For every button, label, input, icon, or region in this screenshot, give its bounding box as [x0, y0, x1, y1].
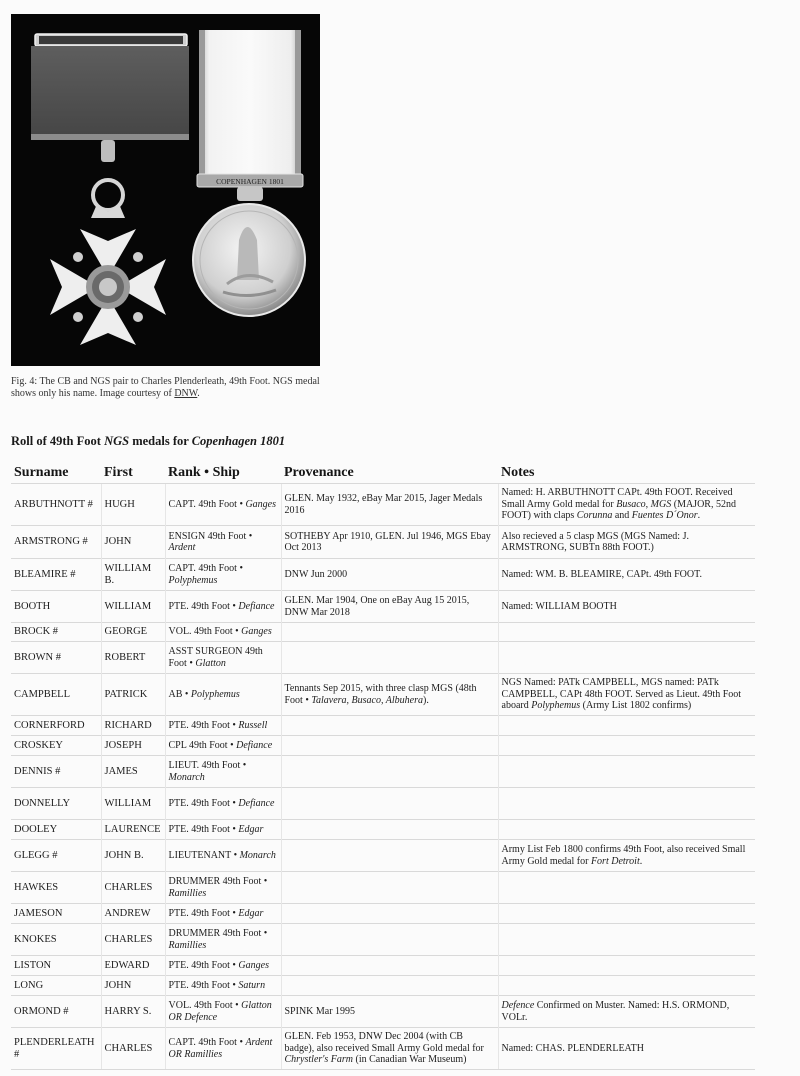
surname-text: HAWKES — [14, 881, 59, 893]
first-name-text: JAMES — [104, 765, 138, 777]
ship-name: Ramillies — [168, 939, 207, 951]
notes-text: MGS — [650, 498, 672, 510]
surname-text: BOOTH — [14, 600, 51, 612]
notes-cell — [498, 674, 755, 716]
rank-ship-cell — [165, 872, 281, 904]
provenance-cell — [281, 591, 498, 623]
rank-text: VOL. 49th Foot • — [168, 626, 242, 638]
provenance-cell — [281, 1028, 498, 1070]
first-name-cell — [101, 756, 165, 788]
rank-ship-cell — [165, 591, 281, 623]
table-row — [11, 1028, 755, 1070]
surname-text: CROSKEY — [14, 739, 64, 751]
surname-text: ARMSTRONG # — [14, 536, 88, 548]
notes-cell — [498, 736, 755, 756]
notes-cell — [498, 623, 755, 642]
notes-cell — [498, 996, 755, 1028]
notes-cell — [498, 956, 755, 976]
table-row — [11, 484, 755, 526]
notes-text: Also recieved a 5 clasp MGS (MGS Named: J. ARMSTRONG, SUBTn 88th FOOT.) — [501, 530, 689, 553]
table-row — [11, 756, 755, 788]
rank-text: AB • — [168, 688, 191, 700]
surname-cell — [11, 756, 101, 788]
provenance-cell — [281, 623, 498, 642]
surname-text: BROCK # — [14, 626, 59, 638]
table-row — [11, 623, 755, 642]
ship-name: Saturn — [238, 979, 266, 991]
medal-photo — [11, 14, 320, 366]
ship-name: Monarch — [168, 771, 205, 783]
provenance-cell — [281, 996, 498, 1028]
notes-cell — [498, 820, 755, 840]
first-name-cell — [101, 736, 165, 756]
notes-text: (Army List 1802 confirms) — [580, 700, 692, 712]
first-name-text: JOHN — [104, 536, 132, 548]
notes-cell — [498, 559, 755, 591]
header-first: First — [104, 465, 133, 480]
provenance-cell — [281, 976, 498, 996]
surname-text: ARBUTHNOTT # — [14, 498, 93, 510]
first-name-text: HARRY S. — [104, 1005, 152, 1017]
rank-ship-cell — [165, 1028, 281, 1070]
surname-text: BLEAMIRE # — [14, 568, 76, 580]
ship-name: Glatton — [195, 657, 226, 669]
first-name-text: PATRICK — [104, 688, 148, 700]
notes-cell — [498, 976, 755, 996]
surname-text: DOOLEY — [14, 823, 58, 835]
first-name-text: WILLIAM — [104, 600, 152, 612]
rank-ship-cell — [165, 736, 281, 756]
notes-cell — [498, 591, 755, 623]
first-name-text: CHARLES — [104, 1042, 153, 1054]
provenance-cell — [281, 904, 498, 924]
notes-text: , — [645, 498, 651, 510]
rank-text: CAPT. 49th Foot • — [168, 1037, 246, 1048]
first-name-cell — [101, 788, 165, 820]
table-row — [11, 956, 755, 976]
notes-text: . — [697, 510, 701, 522]
notes-text: Busaco — [616, 498, 646, 510]
notes-cell — [498, 840, 755, 872]
first-name-text: JOHN — [104, 979, 132, 991]
surname-cell — [11, 559, 101, 591]
table-row — [11, 716, 755, 736]
notes-text: (MAJOR, 52nd FOOT) with claps — [501, 498, 736, 522]
first-name-cell — [101, 484, 165, 526]
table-row — [11, 591, 755, 623]
table-row — [11, 820, 755, 840]
first-name-text: WILLIAM B. — [104, 563, 152, 586]
provenance-cell — [281, 736, 498, 756]
surname-cell — [11, 820, 101, 840]
rank-text: DRUMMER 49th Foot • — [168, 928, 268, 939]
notes-text: and — [612, 510, 632, 522]
surname-cell — [11, 872, 101, 904]
notes-cell — [498, 904, 755, 924]
medal-pair-image — [11, 14, 320, 366]
ship-name: Defiance — [236, 739, 273, 751]
notes-text: NGS Named: PATk CAMPBELL, MGS named: PATk CAMPBELL, CAPt 48th FOOT. Served as Lieut. 49th Foot aboard — [501, 677, 742, 712]
first-name-cell — [101, 820, 165, 840]
rank-text: PTE. 49th Foot • — [168, 600, 239, 612]
rank-ship-cell — [165, 996, 281, 1028]
rank-ship-cell — [165, 788, 281, 820]
ship-name: Edgar — [238, 823, 264, 835]
table-row — [11, 559, 755, 591]
header-notes: Notes — [501, 465, 535, 480]
provenance-cell — [281, 924, 498, 956]
first-name-cell — [101, 674, 165, 716]
surname-text: DENNIS # — [14, 765, 61, 777]
rank-ship-cell — [165, 623, 281, 642]
table-row — [11, 674, 755, 716]
surname-text: LISTON — [14, 959, 52, 971]
rank-text: PTE. 49th Foot • — [168, 959, 239, 971]
rank-ship-cell — [165, 642, 281, 674]
surname-cell — [11, 484, 101, 526]
notes-cell — [498, 716, 755, 736]
rank-ship-cell — [165, 820, 281, 840]
first-name-cell — [101, 642, 165, 674]
provenance-cell — [281, 756, 498, 788]
surname-cell — [11, 623, 101, 642]
surname-cell — [11, 526, 101, 559]
provenance-text: Tennants Sep 2015, with three clasp MGS (48th Foot • — [284, 683, 477, 706]
provenance-text: GLEN. May 1932, eBay Mar 2015, Jager Medals 2016 — [284, 493, 483, 516]
first-name-cell — [101, 872, 165, 904]
provenance-text: Chrystler's Farm — [284, 1054, 354, 1066]
table-row — [11, 976, 755, 996]
provenance-cell — [281, 559, 498, 591]
first-name-text: CHARLES — [104, 881, 153, 893]
first-name-cell — [101, 716, 165, 736]
notes-cell — [498, 526, 755, 559]
medal-roll-table — [11, 459, 755, 1070]
rank-text: ENSIGN 49th Foot • — [168, 530, 253, 542]
first-name-text: CHARLES — [104, 933, 153, 945]
provenance-cell — [281, 526, 498, 559]
ship-name: Ramillies — [168, 887, 207, 899]
first-name-text: ANDREW — [104, 907, 151, 919]
rank-ship-cell — [165, 484, 281, 526]
ship-name: Glatton OR Defence — [168, 1000, 272, 1023]
provenance-cell — [281, 840, 498, 872]
ship-name: Polyphemus — [168, 574, 218, 586]
surname-cell — [11, 996, 101, 1028]
first-name-text: EDWARD — [104, 959, 150, 971]
notes-text: Named: H. ARBUTHNOTT CAPt. 49th FOOT. Received Small Army Gold medal for — [501, 487, 733, 510]
surname-cell — [11, 1028, 101, 1070]
provenance-text: SPINK Mar 1995 — [284, 1005, 356, 1017]
surname-cell — [11, 976, 101, 996]
surname-text: JAMESON — [14, 907, 63, 919]
rank-ship-cell — [165, 840, 281, 872]
ship-name: Russell — [238, 719, 268, 731]
provenance-text: GLEN. Feb 1953, DNW Dec 2004 (with CB badge), also received Small Army Gold medal for — [284, 1031, 484, 1054]
surname-cell — [11, 956, 101, 976]
surname-cell — [11, 591, 101, 623]
table-row — [11, 840, 755, 872]
first-name-cell — [101, 904, 165, 924]
provenance-text: (in Canadian War Museum) — [353, 1054, 467, 1066]
provenance-text: SOTHEBY Apr 1910, GLEN. Jul 1946, MGS Ebay Oct 2013 — [284, 530, 491, 553]
surname-cell — [11, 674, 101, 716]
first-name-cell — [101, 591, 165, 623]
first-name-cell — [101, 840, 165, 872]
rank-text: DRUMMER 49th Foot • — [168, 876, 268, 887]
first-name-text: LAURENCE — [104, 823, 161, 835]
ship-name: Ardent — [168, 542, 196, 553]
notes-cell — [498, 756, 755, 788]
surname-text: BROWN # — [14, 651, 61, 663]
ship-name: Ganges — [241, 626, 272, 638]
rank-ship-cell — [165, 674, 281, 716]
first-name-cell — [101, 623, 165, 642]
surname-text: DONNELLY — [14, 797, 71, 809]
roll-title: Roll of 49th Foot NGS medals for Copenhagen 1801 — [11, 434, 286, 448]
provenance-cell — [281, 642, 498, 674]
rank-text: PTE. 49th Foot • — [168, 823, 239, 835]
rank-text: PTE. 49th Foot • — [168, 907, 239, 919]
notes-text: Named: WM. B. BLEAMIRE, CAPt. 49th FOOT. — [501, 568, 702, 580]
notes-cell — [498, 1028, 755, 1070]
header-surname: Surname — [14, 465, 69, 480]
surname-cell — [11, 924, 101, 956]
first-name-text: JOHN B. — [104, 849, 144, 861]
provenance-cell — [281, 872, 498, 904]
rank-ship-cell — [165, 526, 281, 559]
first-name-cell — [101, 956, 165, 976]
first-name-text: RICHARD — [104, 719, 152, 731]
rank-ship-cell — [165, 976, 281, 996]
provenance-cell — [281, 788, 498, 820]
surname-text: KNOKES — [14, 933, 57, 945]
surname-text: LONG — [14, 979, 44, 991]
figure-caption: Fig. 4: The CB and NGS pair to Charles Plenderleath, 49th Foot. NGS medal shows only his name. Image courtesy of DNW. — [11, 376, 320, 399]
notes-text: Army List Feb 1800 confirms 49th Foot, also received Small Army Gold medal for — [501, 844, 746, 867]
surname-text: CAMPBELL — [14, 688, 71, 700]
table-row — [11, 526, 755, 559]
rank-text: PTE. 49th Foot • — [168, 719, 239, 731]
table-row — [11, 642, 755, 674]
rank-text: VOL. 49th Foot • — [168, 1000, 242, 1011]
provenance-text: ). — [423, 694, 429, 706]
table-row — [11, 736, 755, 756]
first-name-text: JOSEPH — [104, 739, 142, 751]
surname-text: CORNERFORD — [14, 719, 85, 731]
surname-cell — [11, 788, 101, 820]
provenance-cell — [281, 674, 498, 716]
notes-text: Corunna — [576, 510, 613, 522]
notes-cell — [498, 642, 755, 674]
table-header-row — [11, 459, 755, 484]
notes-text: Defence — [501, 1000, 535, 1011]
header-provenance: Provenance — [284, 465, 354, 480]
first-name-text: HUGH — [104, 498, 135, 510]
first-name-text: ROBERT — [104, 651, 146, 663]
rank-ship-cell — [165, 716, 281, 736]
surname-cell — [11, 904, 101, 924]
surname-text: PLENDERLEATH # — [14, 1037, 95, 1060]
surname-cell — [11, 736, 101, 756]
first-name-cell — [101, 559, 165, 591]
provenance-text: Talavera, Busaco, Albuhera — [311, 694, 424, 706]
surname-text: GLEGG # — [14, 849, 58, 861]
ship-name: Edgar — [238, 907, 264, 919]
notes-text: . — [639, 855, 643, 867]
provenance-cell — [281, 820, 498, 840]
first-name-cell — [101, 924, 165, 956]
provenance-cell — [281, 716, 498, 736]
ship-name: Ganges — [238, 959, 269, 971]
rank-ship-cell — [165, 924, 281, 956]
ship-name: Defiance — [238, 797, 275, 809]
first-name-text: WILLIAM — [104, 797, 152, 809]
rank-text: CAPT. 49th Foot • — [168, 563, 243, 574]
notes-cell — [498, 872, 755, 904]
provenance-text: DNW Jun 2000 — [284, 568, 348, 580]
table-row — [11, 924, 755, 956]
rank-text: LIEUT. 49th Foot • — [168, 760, 247, 771]
ship-name: Defiance — [238, 600, 275, 612]
header-rank-ship: Rank • Ship — [168, 465, 240, 480]
rank-ship-cell — [165, 559, 281, 591]
table-row — [11, 904, 755, 924]
first-name-cell — [101, 976, 165, 996]
ship-name: Ardent OR Ramillies — [168, 1037, 273, 1060]
rank-text: LIEUTENANT • — [168, 849, 240, 861]
rank-text: CPL 49th Foot • — [168, 739, 237, 751]
rank-text: PTE. 49th Foot • — [168, 797, 239, 809]
first-name-cell — [101, 526, 165, 559]
first-name-text: GEORGE — [104, 626, 148, 638]
notes-text: Named: WILLIAM BOOTH — [501, 600, 617, 612]
rank-ship-cell — [165, 756, 281, 788]
notes-text: Fort Detroit — [590, 855, 640, 867]
surname-cell — [11, 840, 101, 872]
notes-text: Named: CHAS. PLENDERLEATH — [501, 1042, 644, 1054]
rank-text: CAPT. 49th Foot • — [168, 498, 246, 510]
notes-cell — [498, 788, 755, 820]
notes-cell — [498, 924, 755, 956]
clasp-bar-text: COPENHAGEN 1801 — [216, 177, 284, 186]
surname-text: ORMOND # — [14, 1005, 69, 1017]
table-row — [11, 872, 755, 904]
provenance-cell — [281, 956, 498, 976]
provenance-cell — [281, 484, 498, 526]
rank-text: ASST SURGEON 49th Foot • — [168, 646, 263, 669]
table-row — [11, 996, 755, 1028]
notes-text: Confirmed on Muster. Named: H.S. ORMOND, VOLr. — [501, 1000, 730, 1023]
surname-cell — [11, 716, 101, 736]
rank-text: PTE. 49th Foot • — [168, 979, 239, 991]
rank-ship-cell — [165, 904, 281, 924]
ship-name: Monarch — [239, 849, 276, 861]
first-name-cell — [101, 996, 165, 1028]
ship-name: Polyphemus — [190, 688, 240, 700]
surname-cell — [11, 642, 101, 674]
provenance-text: GLEN. Mar 1904, One on eBay Aug 15 2015, DNW Mar 2018 — [284, 595, 470, 618]
ship-name: Ganges — [245, 498, 277, 510]
rank-ship-cell — [165, 956, 281, 976]
notes-text: Polyphemus — [531, 700, 581, 712]
table-row — [11, 788, 755, 820]
notes-text: Fuentes D´Onor — [631, 510, 698, 522]
first-name-cell — [101, 1028, 165, 1070]
notes-cell — [498, 484, 755, 526]
dnw-link[interactable]: DNW — [174, 388, 198, 399]
